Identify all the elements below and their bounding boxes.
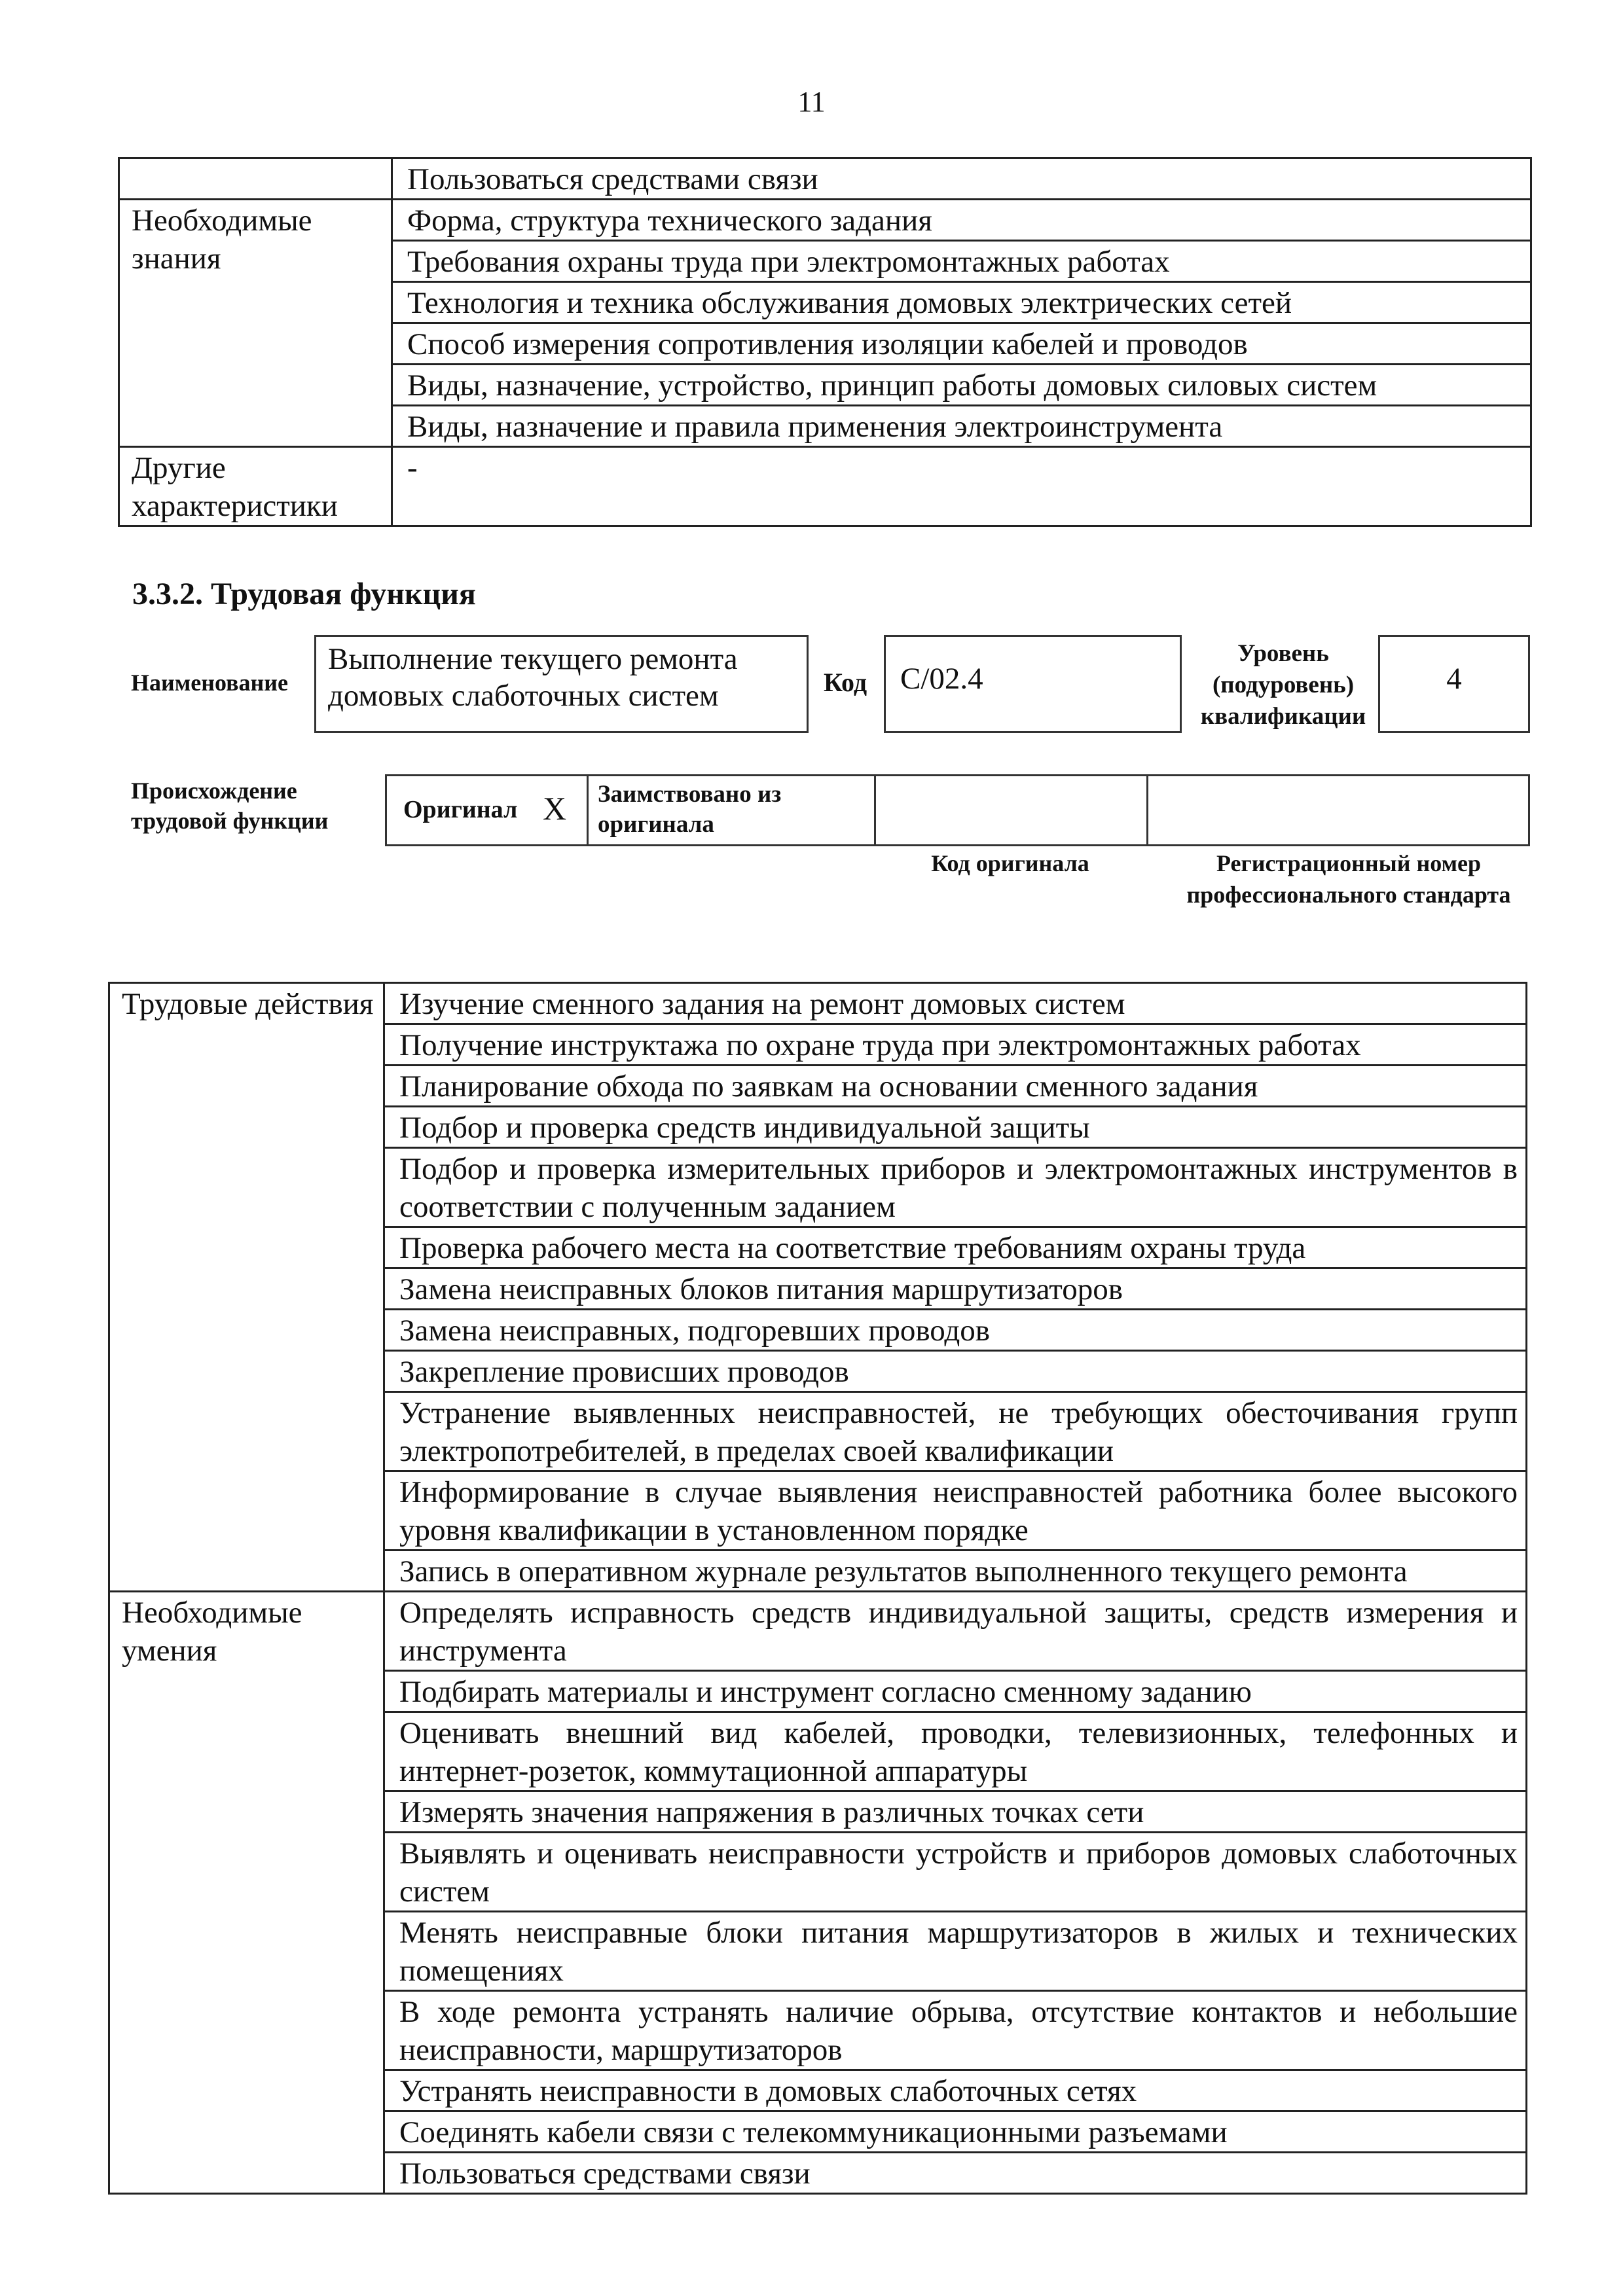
- table-row: Изучение сменного задания на ремонт домовых систем: [384, 983, 1527, 1024]
- table-row: Замена неисправных, подгоревших проводов: [384, 1310, 1527, 1351]
- name-label: Наименование: [131, 670, 288, 696]
- actions-skills-table: [108, 982, 1527, 2195]
- table-row: Технология и техника обслуживания домовых электрических сетей: [392, 282, 1531, 323]
- table-row: Получение инструктажа по охране труда при электромонтажных работах: [384, 1024, 1527, 1066]
- origin-label: Происхождение трудовой функции: [131, 778, 329, 834]
- table-row: Виды, назначение, устройство, принцип работы домовых силовых систем: [392, 365, 1531, 406]
- actions-label: Трудовые действия: [109, 983, 384, 1592]
- table-row: Оценивать внешний вид кабелей, проводки, телевизионных, телефонных и интернет-розеток, коммутационной аппаратуры: [384, 1712, 1527, 1791]
- table-row: Запись в оперативном журнале результатов выполненного текущего ремонта: [384, 1551, 1527, 1592]
- table-row: Пользоваться средствами связи: [392, 158, 1531, 200]
- table-row: Закрепление провисших проводов: [384, 1351, 1527, 1392]
- original-label: Оригинал: [403, 796, 518, 823]
- divider: [587, 776, 589, 844]
- table-row: Планирование обхода по заявкам на основании сменного задания: [384, 1066, 1527, 1107]
- code-label: Код: [824, 668, 867, 697]
- origin-box: [385, 774, 876, 846]
- table-row: Требования охраны труда при электромонтажных работах: [392, 241, 1531, 282]
- table-row: Устранять неисправности в домовых слаботочных сетях: [384, 2070, 1527, 2111]
- name-value: Выполнение текущего ремонта домовых слаботочных систем: [328, 642, 738, 713]
- table-row: Информирование в случае выявления неисправностей работника более высокого уровня квалификации в установленном порядке: [384, 1471, 1527, 1551]
- knowledge-table: [118, 157, 1532, 527]
- page-number: 11: [797, 86, 826, 118]
- code-box: [884, 635, 1182, 733]
- table-row: Способ измерения сопротивления изоляции кабелей и проводов: [392, 323, 1531, 365]
- other-characteristics-label: Другие характеристики: [119, 447, 392, 526]
- knowledge-label: Необходимые знания: [119, 200, 392, 447]
- section-heading: 3.3.2. Трудовая функция: [132, 577, 476, 611]
- table-row: В ходе ремонта устранять наличие обрыва, отсутствие контактов и небольшие неисправности, маршрутизаторов: [384, 1991, 1527, 2070]
- original-mark: X: [543, 790, 567, 827]
- table-row: Определять исправность средств индивидуальной защиты, средств измерения и инструмента: [384, 1592, 1527, 1671]
- borrowed-label: Заимствовано из оригинала: [598, 781, 782, 838]
- name-box: [314, 635, 809, 733]
- table-row: Подбор и проверка измерительных приборов и электромонтажных инструментов в соответствии с полученным заданием: [384, 1148, 1527, 1227]
- divider: [1146, 776, 1148, 844]
- table-row: Замена неисправных блоков питания маршрутизаторов: [384, 1268, 1527, 1310]
- other-characteristics-value: -: [392, 447, 1531, 526]
- table-row: Менять неисправные блоки питания маршрутизаторов в жилых и технических помещениях: [384, 1912, 1527, 1991]
- origin-code-box: [874, 774, 1530, 846]
- original-code-caption: Код оригинала: [931, 850, 1089, 876]
- reg-number-caption: Регистрационный номер профессионального стандарта: [1186, 850, 1511, 908]
- table-row: Пользоваться средствами связи: [384, 2153, 1527, 2194]
- table-row: Проверка рабочего места на соответствие требованиям охраны труда: [384, 1227, 1527, 1268]
- table-row: Соединять кабели связи с телекоммуникационными разъемами: [384, 2111, 1527, 2153]
- table-row: Измерять значения напряжения в различных точках сети: [384, 1791, 1527, 1833]
- table-row: Подбирать материалы и инструмент согласно сменному заданию: [384, 1671, 1527, 1712]
- table-row: Устранение выявленных неисправностей, не требующих обесточивания групп электропотребителей, в пределах своей квалификации: [384, 1392, 1527, 1471]
- level-box: [1378, 635, 1530, 733]
- table-row: Виды, назначение и правила применения электроинструмента: [392, 406, 1531, 447]
- empty-label-cell: [119, 158, 392, 200]
- level-label: Уровень (подуровень) квалификации: [1200, 640, 1366, 730]
- level-value: 4: [1446, 662, 1462, 696]
- table-row: Подбор и проверка средств индивидуальной защиты: [384, 1107, 1527, 1148]
- table-row: Форма, структура технического задания: [392, 200, 1531, 241]
- code-value: С/02.4: [900, 662, 983, 696]
- table-row: Выявлять и оценивать неисправности устройств и приборов домовых слаботочных систем: [384, 1833, 1527, 1912]
- skills-label: Необходимые умения: [109, 1592, 384, 2194]
